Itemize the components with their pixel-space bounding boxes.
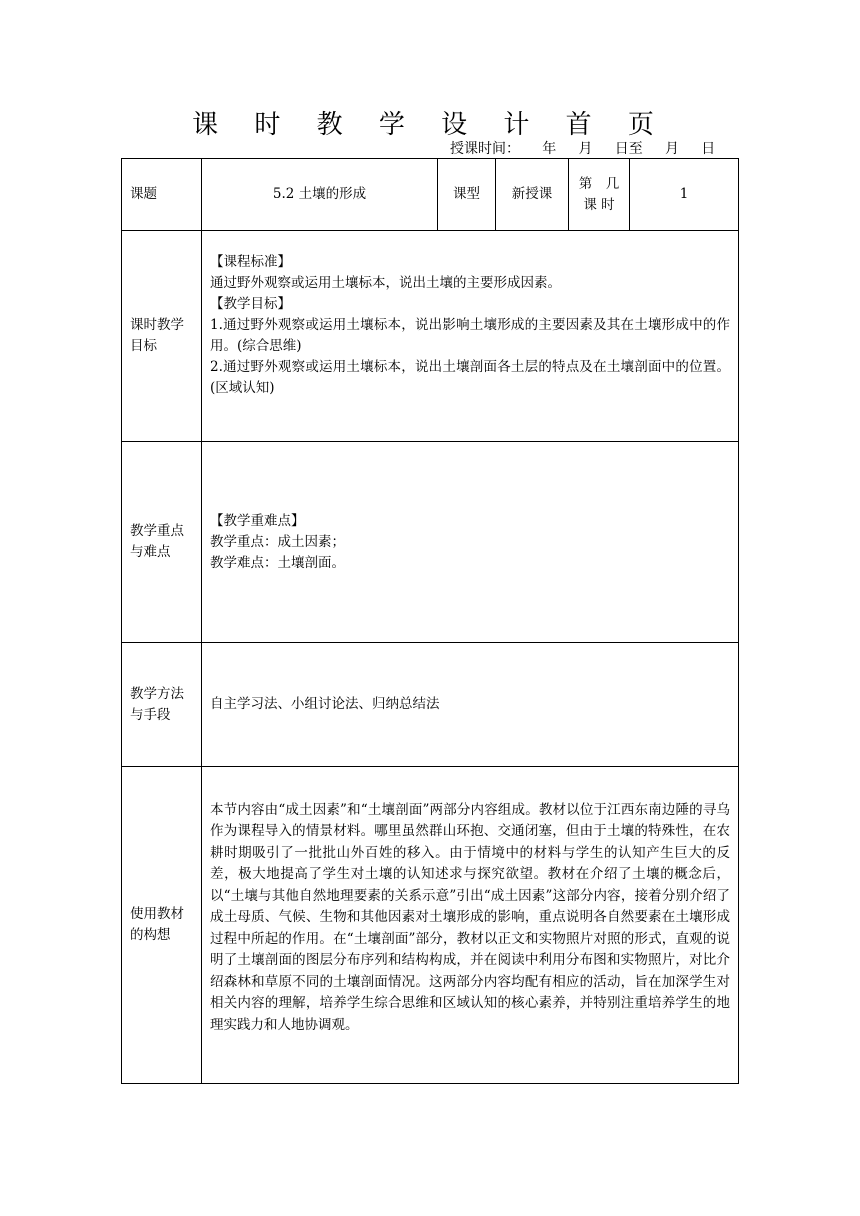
lesson-plan-table bbox=[121, 158, 739, 1084]
topic-value: 5.2 土壤的形成 bbox=[202, 159, 438, 231]
key-points-row bbox=[122, 442, 739, 643]
standard-heading: 【课程标准】 bbox=[210, 253, 291, 270]
key-points-heading: 【教学重难点】 bbox=[210, 512, 305, 529]
methods-row bbox=[122, 643, 739, 767]
class-time-line: 授课时间： 年 月 日至 月 日 bbox=[450, 141, 716, 157]
key-point: 教学重点：成土因素； bbox=[210, 533, 345, 550]
topic-label: 课题 bbox=[122, 159, 202, 231]
textbook-content bbox=[202, 767, 739, 1084]
textbook-label: 使用教材的构想 bbox=[122, 767, 202, 1084]
methods-label: 教学方法与手段 bbox=[122, 643, 202, 767]
period-label bbox=[569, 159, 630, 231]
header-row bbox=[122, 159, 739, 231]
methods-text: 自主学习法、小组讨论法、归纳总结法 bbox=[202, 643, 739, 767]
type-value: 新授课 bbox=[496, 159, 569, 231]
key-points-content bbox=[202, 442, 739, 643]
objectives-row bbox=[122, 231, 739, 442]
standard-text: 通过野外观察或运用土壤标本，说出土壤的主要形成因素。 bbox=[210, 274, 561, 291]
goal-heading: 【教学目标】 bbox=[210, 295, 291, 312]
period-label-line-1: 第 几 bbox=[578, 175, 620, 192]
period-value: 1 bbox=[630, 159, 739, 231]
textbook-text: 本节内容由“成土因素”和“土壤剖面”两部分内容组成。教材以位于江西东南边陲的寻乌作为课程导入的情景材料。哪里虽然群山环抱、交通闭塞，但由于土壤的特殊性，在农耕时期吸引了一批批山外百姓的移入。由于情境中的材料与学生的认知产生巨大的反差，极大地提高了学生对土壤的认知述求与探究欲望。教材在介绍了土壤的概念后，以“土壤与其他自然地理要素的关系示意”引出“成土因素”这部分内容，接着分别介绍了成土母质、气候、生物和其他因素对土壤形成的影响，重点说明各自然要素在土壤形成过程中所起的作用。在“土壤剖面”部分，教材以正文和实物照片对照的形式，直观的说明了土壤剖面的图层分布序列和结构构成，并在阅读中利用分布图和实物照片，对比介绍森林和草原不同的土壤剖面情况。这两部分内容均配有相应的活动，旨在加深学生对相关内容的理解，培养学生综合思维和区域认知的核心素养，并特别注重培养学生的地理实践力和人地协调观。 bbox=[210, 801, 730, 1033]
period-label-line-2: 课 时 bbox=[583, 196, 615, 213]
page-title: 课 时 教 学 设 计 首 页 bbox=[192, 110, 668, 140]
objectives-label: 课时教学目标 bbox=[122, 231, 202, 442]
difficult-point: 教学难点：土壤剖面。 bbox=[210, 554, 345, 571]
objectives-content bbox=[202, 231, 739, 442]
goal-1: 1.通过野外观察或运用土壤标本，说出影响土壤形成的主要因素及其在土壤形成中的作用。(综合思维) bbox=[210, 316, 730, 354]
key-points-label: 教学重点与难点 bbox=[122, 442, 202, 643]
textbook-row bbox=[122, 767, 739, 1084]
goal-2: 2.通过野外观察或运用土壤标本，说出土壤剖面各土层的特点及在土壤剖面中的位置。(区域认知) bbox=[210, 358, 730, 396]
type-label: 课型 bbox=[438, 159, 496, 231]
